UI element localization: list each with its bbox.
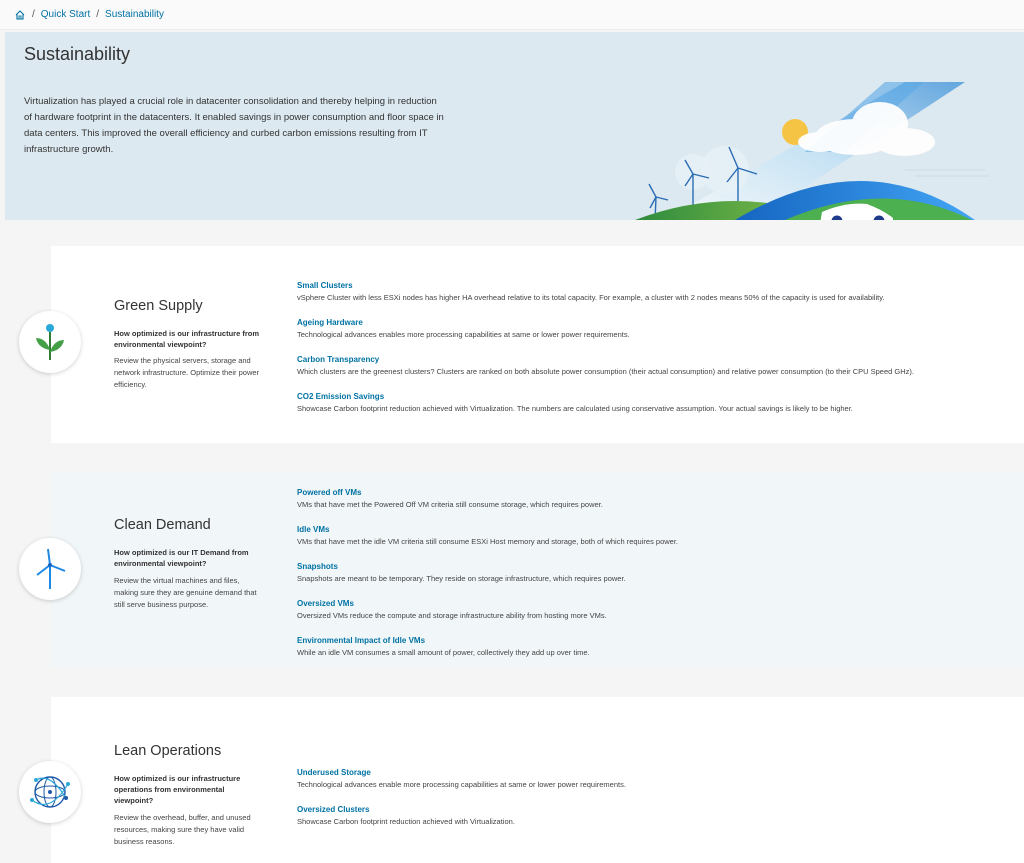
section-items	[297, 487, 678, 672]
globe-network-icon	[28, 770, 72, 814]
item-description: While an idle VM consumes a small amount of power, collectively they add up over time.	[297, 648, 590, 657]
link-oversized-vms[interactable]: Oversized VMs	[297, 599, 354, 608]
section-description: Review the physical servers, storage and network infrastructure. Optimize their power efficiency.	[114, 356, 260, 389]
list-item	[297, 561, 678, 598]
item-description: Showcase Carbon footprint reduction achieved with Virtualization. The numbers are calculated using conservative assumption. Your actual savings is likely to be higher.	[297, 404, 853, 413]
section-question: How optimized is our infrastructure from environmental viewpoint?	[114, 329, 260, 349]
link-idle-vms[interactable]: Idle VMs	[297, 525, 330, 534]
link-underused-storage[interactable]: Underused Storage	[297, 768, 371, 777]
section-items	[297, 767, 626, 841]
list-item	[297, 280, 914, 317]
item-description: Technological advances enable more processing capabilities at same or lower power requirements.	[297, 780, 626, 789]
list-item	[297, 598, 678, 635]
breadcrumb	[0, 0, 1024, 30]
hero-banner	[5, 32, 1024, 220]
breadcrumb-separator: /	[96, 9, 100, 20]
section-question: How optimized is our IT Demand from environmental viewpoint?	[114, 548, 249, 568]
hero-description: Virtualization has played a crucial role in datacenter consolidation and thereby helping in reduction of hardware footprint in the datacenters. It enabled savings in power consumption and floor space in data centers. This improved the overall efficiency and curbed carbon emissions resulting from IT infrastructure growth.	[24, 96, 444, 155]
link-snapshots[interactable]: Snapshots	[297, 562, 338, 571]
list-item	[297, 635, 678, 672]
home-icon[interactable]	[14, 9, 26, 21]
section-title: Green Supply	[114, 298, 203, 314]
item-description: Which clusters are the greenest clusters? Clusters are ranked on both absolute power consumption (their actual consumption) and relative power consumption (to their CPU Speed GHz).	[297, 367, 914, 376]
item-description: vSphere Cluster with less ESXi nodes has higher HA overhead relative to its total capacity. For example, a cluster with 2 nodes means 50% of the capacity is used for availability.	[297, 293, 885, 302]
breadcrumb-separator: /	[32, 9, 35, 20]
list-item	[297, 767, 626, 804]
list-item	[297, 317, 914, 354]
item-description: Showcase Carbon footprint reduction achieved with Virtualization.	[297, 817, 515, 826]
list-item	[297, 804, 626, 841]
list-item	[297, 524, 678, 561]
plant-icon-circle	[19, 311, 81, 373]
list-item	[297, 487, 678, 524]
section-title: Clean Demand	[114, 517, 211, 533]
link-small-clusters[interactable]: Small Clusters	[297, 281, 353, 290]
link-co2-emission-savings[interactable]: CO2 Emission Savings	[297, 392, 385, 401]
plant-icon	[32, 322, 68, 362]
wind-turbine-icon-circle	[19, 538, 81, 600]
link-carbon-transparency[interactable]: Carbon Transparency	[297, 355, 380, 364]
section-items	[297, 280, 914, 428]
link-ageing-hardware[interactable]: Ageing Hardware	[297, 318, 363, 327]
wind-turbine-icon	[32, 547, 68, 591]
link-environmental-impact-idle-vms[interactable]: Environmental Impact of Idle VMs	[297, 636, 426, 645]
breadcrumb-sustainability[interactable]: Sustainability	[105, 9, 164, 20]
item-description: Technological advances enables more processing capabilities at same or lower power requirements.	[297, 330, 630, 339]
item-description: Oversized VMs reduce the compute and storage infrastructure ability from hosting more VMs.	[297, 611, 607, 620]
sustainability-illustration	[605, 32, 1024, 220]
section-question: How optimized is our infrastructure operations from environmental viewpoint?	[114, 774, 241, 805]
section-description: Review the overhead, buffer, and unused resources, making sure they have valid business reasons.	[114, 813, 251, 846]
breadcrumb-quick-start[interactable]: Quick Start	[40, 9, 91, 20]
list-item	[297, 354, 914, 391]
page-title: Sustainability	[24, 44, 131, 64]
item-description: VMs that have met the Powered Off VM criteria still consume storage, which requires power.	[297, 500, 603, 509]
section-description: Review the virtual machines and files, making sure they are genuine demand that still serve business purpose.	[114, 576, 257, 609]
link-oversized-clusters[interactable]: Oversized Clusters	[297, 805, 370, 814]
link-powered-off-vms[interactable]: Powered off VMs	[297, 488, 362, 497]
item-description: Snapshots are meant to be temporary. They reside on storage infrastructure, which requires power.	[297, 574, 626, 583]
item-description: VMs that have met the idle VM criteria still consume ESXi Host memory and storage, both of which requires power.	[297, 537, 678, 546]
section-title: Lean Operations	[114, 743, 222, 759]
globe-network-icon-circle	[19, 761, 81, 823]
list-item	[297, 391, 914, 428]
